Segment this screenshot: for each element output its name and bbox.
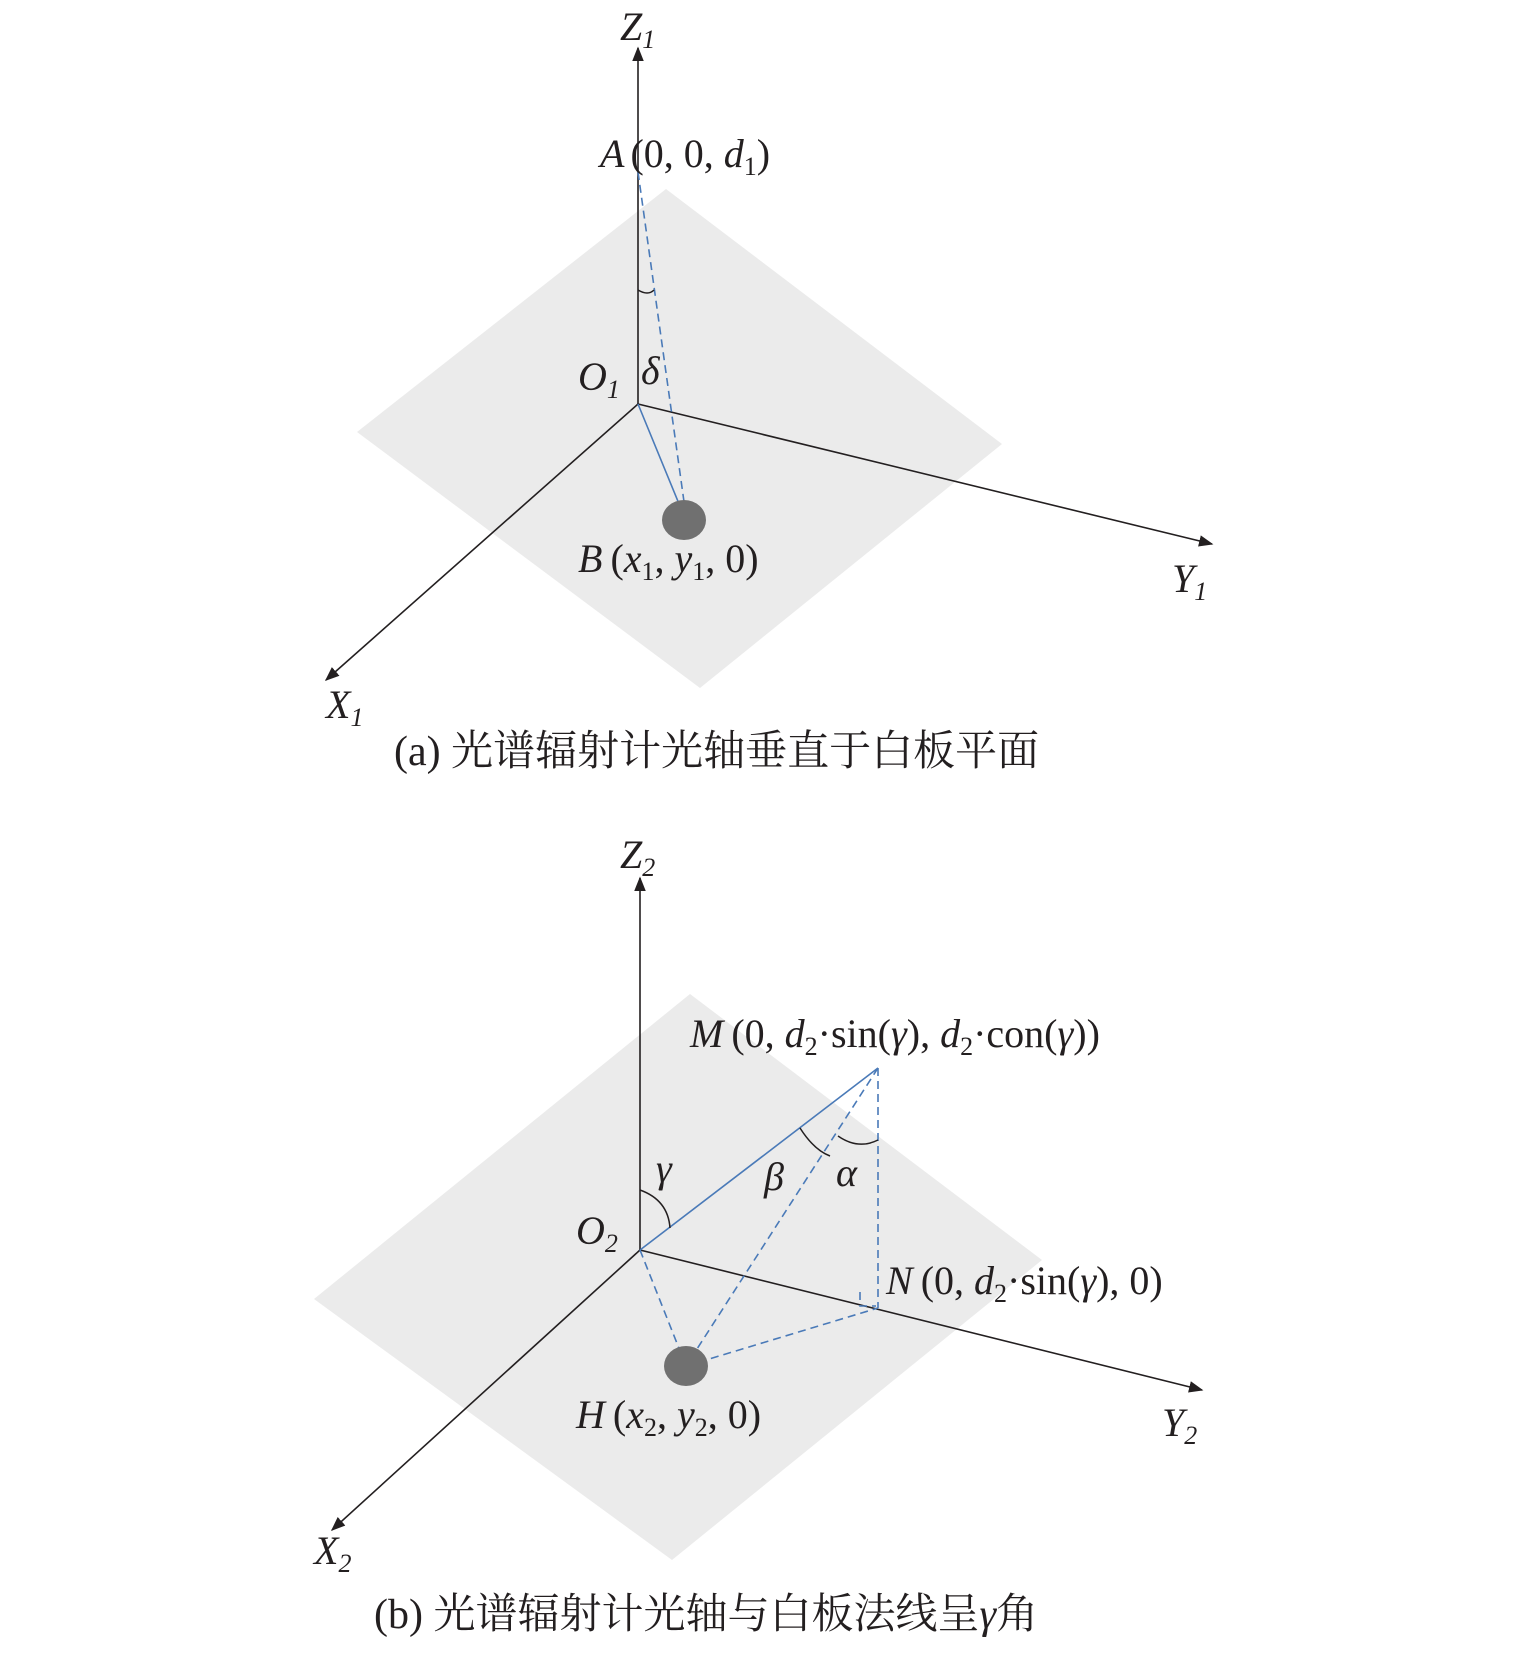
angle-label-delta: δ <box>641 348 660 393</box>
origin-label-o1: $O_1$ <box>578 354 620 404</box>
angle-label-alpha: α <box>836 1150 857 1195</box>
point-label-n: N (0, $d_2\cdot\sin(\gamma)$, 0) <box>886 1258 1163 1308</box>
angle-label-gamma: γ <box>656 1146 672 1191</box>
axis-label-x1: $X_1$ <box>326 682 364 732</box>
caption-a: (a) 光谱辐射计光轴垂直于白板平面 <box>394 729 1040 775</box>
axis-label-x2: $X_2$ <box>314 1528 352 1578</box>
axis-label-y1: $Y_1$ <box>1172 556 1208 606</box>
whiteboard-plane-a <box>357 189 1002 688</box>
point-label-b: B ($x_1$, $y_1$, 0) <box>578 536 759 586</box>
axis-label-z2: $Z_2$ <box>620 832 656 882</box>
point-label-m: M (0, $d_2\cdot\sin(\gamma)$, $d_2\cdot con(\gamma)$) <box>690 1011 1100 1061</box>
angle-label-beta: β <box>764 1154 784 1199</box>
target-point-h <box>664 1346 708 1386</box>
panel-a <box>324 4 1212 775</box>
axis-label-y2: $Y_2$ <box>1162 1400 1198 1450</box>
point-label-h: H ($x_2$, $y_2$, 0) <box>576 1392 762 1442</box>
origin-label-o2: $O_2$ <box>576 1208 618 1258</box>
panel-b <box>312 832 1202 1638</box>
target-point-b <box>662 500 706 540</box>
axis-label-z1: $Z_1$ <box>620 4 656 54</box>
point-label-a: A (0, 0, $d_1$) <box>600 131 771 181</box>
caption-b: (b) 光谱辐射计光轴与白板法线呈γ角 <box>374 1592 1039 1638</box>
